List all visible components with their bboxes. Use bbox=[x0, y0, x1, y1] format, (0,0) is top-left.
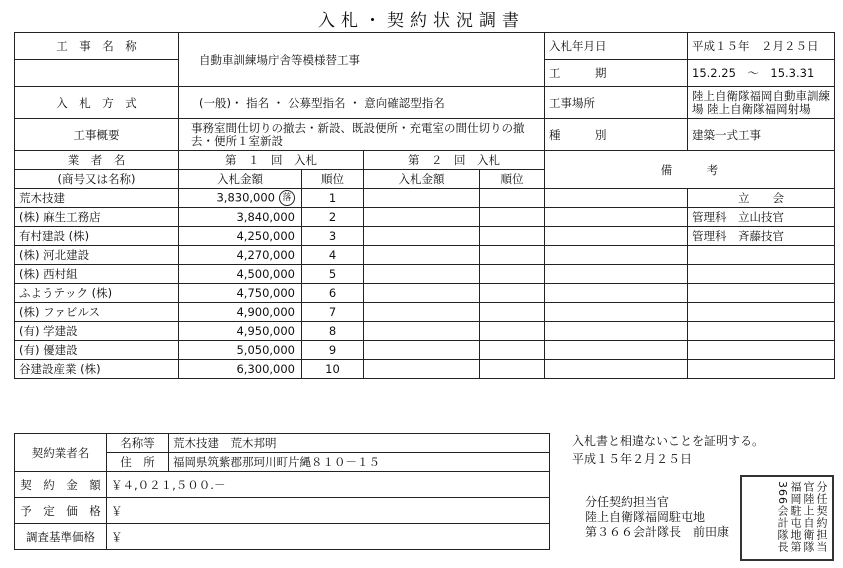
contractor-name-label: 名称等 bbox=[107, 434, 169, 453]
contract-amount: ￥４,０２１,５００.－ bbox=[107, 472, 550, 498]
contractor-name: 荒木技建 荒木邦明 bbox=[169, 434, 550, 453]
officer-unit: 陸上自衛隊福岡駐屯地 bbox=[585, 510, 706, 524]
bidder-name: 谷建設産業 (株) bbox=[15, 360, 179, 379]
bid-amount: 5,050,000 bbox=[179, 341, 302, 360]
bid-rank: 3 bbox=[302, 227, 364, 246]
bid-amount: 4,950,000 bbox=[179, 322, 302, 341]
standard-price-label: 調査基準価格 bbox=[15, 524, 107, 550]
bid-amount: 6,300,000 bbox=[179, 360, 302, 379]
round1-amount-header: 入札金額 bbox=[179, 170, 302, 189]
bid-amount: 3,840,000 bbox=[179, 208, 302, 227]
standard-price: ￥ bbox=[107, 524, 550, 550]
round1-header: 第 １ 回 入札 bbox=[179, 151, 364, 170]
page-title: 入札・契約状況調書 bbox=[318, 11, 525, 31]
bid-amount: 4,250,000 bbox=[179, 227, 302, 246]
bidder-subheader: (商号又は名称) bbox=[15, 170, 179, 189]
contract-amount-label: 契 約 金 額 bbox=[15, 472, 107, 498]
bidder-name: 荒木技建 bbox=[15, 189, 179, 208]
bid-rank: 2 bbox=[302, 208, 364, 227]
project-name-label: 工 事 名 称 bbox=[15, 33, 179, 60]
bidder-name: 有村建設 (株) bbox=[15, 227, 179, 246]
bid-rank: 9 bbox=[302, 341, 364, 360]
winner-stamp: 落 bbox=[279, 190, 295, 206]
period-label: 工 期 bbox=[545, 60, 688, 87]
bid-rank: 7 bbox=[302, 303, 364, 322]
contractor-address: 福岡県筑紫郡那珂川町片縄８１０－１５ bbox=[169, 453, 550, 472]
bidder-name: (株) 西村組 bbox=[15, 265, 179, 284]
location-label: 工事場所 bbox=[545, 87, 688, 119]
overview: 事務室間仕切りの撤去・新設、既設便所・充電室の間仕切りの撤去・便所１室新設 bbox=[179, 119, 545, 151]
witness-1: 管理科 立山技官 bbox=[688, 208, 835, 227]
type: 建築一式工事 bbox=[688, 119, 835, 151]
certificate-date: 平成１５年２月２５日 bbox=[572, 452, 693, 466]
officer-name: 第３６６会計隊長 前田康 bbox=[585, 525, 730, 539]
bid-amount: 4,500,000 bbox=[179, 265, 302, 284]
bidder-name: (株) 河北建設 bbox=[15, 246, 179, 265]
bid-amount: 4,270,000 bbox=[179, 246, 302, 265]
round1-rank-header: 順位 bbox=[302, 170, 364, 189]
bidder-name: (株) ファビルス bbox=[15, 303, 179, 322]
bid-rank: 8 bbox=[302, 322, 364, 341]
round2-header: 第 ２ 回 入札 bbox=[364, 151, 545, 170]
certificate-statement: 入札書と相違ないことを証明する。 bbox=[572, 434, 765, 448]
location: 陸上自衛隊福岡自動車訓練場 陸上自衛隊福岡射場 bbox=[688, 87, 835, 119]
remarks-header: 備 考 bbox=[545, 151, 835, 189]
bid-method-label: 入 札 方 式 bbox=[15, 87, 179, 119]
overview-label: 工事概要 bbox=[15, 119, 179, 151]
planned-price-label: 予 定 価 格 bbox=[15, 498, 107, 524]
witness-header: 立 会 bbox=[688, 189, 835, 208]
bid-status-table bbox=[14, 32, 835, 379]
bidder-name: (有) 優建設 bbox=[15, 341, 179, 360]
official-seal: 分任契約担当官陸上自衛隊福岡駐屯地第366会計隊長 bbox=[740, 475, 834, 561]
period: 15.2.25 ～ 15.3.31 bbox=[688, 60, 835, 87]
planned-price: ￥ bbox=[107, 498, 550, 524]
bid-amount: 4,900,000 bbox=[179, 303, 302, 322]
bidder-name: (株) 麻生工務店 bbox=[15, 208, 179, 227]
contractor-address-label: 住 所 bbox=[107, 453, 169, 472]
bid-rank: 10 bbox=[302, 360, 364, 379]
type-label: 種 別 bbox=[545, 119, 688, 151]
contract-table bbox=[14, 433, 550, 550]
officer-title: 分任契約担当官 bbox=[585, 495, 670, 509]
round2-amount-header: 入札金額 bbox=[364, 170, 480, 189]
bid-method: (一般)・ 指名 ・ 公募型指名 ・ 意向確認型指名 bbox=[179, 87, 545, 119]
round2-rank-header: 順位 bbox=[480, 170, 545, 189]
bid-date-label: 入札年月日 bbox=[545, 33, 688, 60]
bid-date: 平成１５年 ２月２５日 bbox=[688, 33, 835, 60]
bidder-name: ふようテック (株) bbox=[15, 284, 179, 303]
bid-amount: 3,830,000 落 bbox=[179, 189, 302, 208]
bidder-name: (有) 学建設 bbox=[15, 322, 179, 341]
bidder-header: 業 者 名 bbox=[15, 151, 179, 170]
bid-amount: 4,750,000 bbox=[179, 284, 302, 303]
bid-rank: 1 bbox=[302, 189, 364, 208]
witness-2: 管理科 斉藤技官 bbox=[688, 227, 835, 246]
contractor-label: 契約業者名 bbox=[15, 434, 107, 472]
bid-rank: 6 bbox=[302, 284, 364, 303]
project-name: 自動車訓練場庁舎等模様替工事 bbox=[179, 33, 545, 87]
bid-rank: 5 bbox=[302, 265, 364, 284]
bid-rank: 4 bbox=[302, 246, 364, 265]
